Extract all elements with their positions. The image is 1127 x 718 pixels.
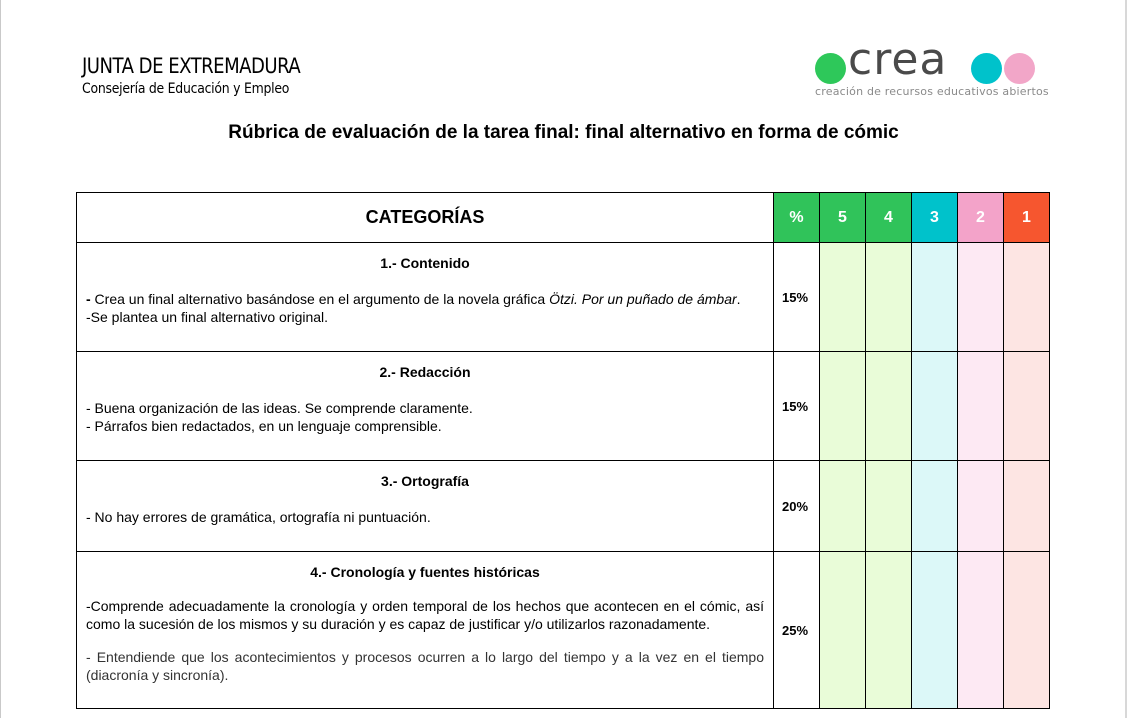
weight-cell: 25% [774, 552, 820, 709]
criterion-description [86, 290, 764, 308]
score-5-cell[interactable] [820, 352, 866, 461]
criterion-paragraph: - Entendiende que los acontecimientos y procesos ocurren a lo largo del tiempo y a la vez en el tiempo (diacronía y sincronía). [86, 649, 764, 683]
table-row [77, 352, 1050, 461]
score-4-cell[interactable] [866, 461, 912, 552]
criterion-description-line: -Se plantea un final alternativo original. [86, 309, 329, 325]
score-2-header: 2 [958, 193, 1004, 243]
criterion-content [77, 352, 774, 461]
score-1-cell[interactable] [1004, 552, 1050, 709]
score-5-cell[interactable] [820, 243, 866, 352]
criterion-description-line: - Párrafos bien redactados, en un lenguaje comprensible. [86, 418, 442, 434]
document-title: Rúbrica de evaluación de la tarea final: final alternativo en forma de cómic [228, 122, 899, 143]
score-3-cell[interactable] [912, 552, 958, 709]
score-1-cell[interactable] [1004, 461, 1050, 552]
score-2-cell[interactable] [958, 352, 1004, 461]
crea-logo-green-dot [815, 53, 846, 84]
score-3-cell[interactable] [912, 352, 958, 461]
score-4-cell[interactable] [866, 552, 912, 709]
crea-logo-word: crea [848, 34, 948, 85]
score-1-cell[interactable] [1004, 243, 1050, 352]
score-1-header: 1 [1004, 193, 1050, 243]
criterion-title: 2.- Redacción [379, 364, 471, 380]
score-3-cell[interactable] [912, 243, 958, 352]
rubric-header-row [77, 193, 1050, 243]
criterion-content [77, 552, 774, 709]
score-2-cell[interactable] [958, 552, 1004, 709]
table-row [77, 243, 1050, 352]
criterion-content [77, 243, 774, 352]
table-row [77, 461, 1050, 552]
criterion-title: 3.- Ortografía [381, 473, 469, 489]
score-4-cell[interactable] [866, 243, 912, 352]
weight-cell: 15% [774, 352, 820, 461]
criterion-description-line: - No hay errores de gramática, ortografía ni puntuación. [86, 509, 431, 525]
score-4-cell[interactable] [866, 352, 912, 461]
junta-extremadura-logo [82, 53, 336, 97]
crea-logo-cyan-dot [971, 53, 1002, 84]
score-4-header: 4 [866, 193, 912, 243]
score-5-cell[interactable] [820, 461, 866, 552]
percent-header: % [774, 193, 820, 243]
rubric-table [76, 192, 1050, 709]
novel-title: Ötzi. Por un puñado de ámbar [549, 291, 737, 307]
score-3-header: 3 [912, 193, 958, 243]
criterion-title: 4.- Cronología y fuentes históricas [310, 564, 540, 580]
weight-cell: 15% [774, 243, 820, 352]
criterion-description-line: - Buena organización de las ideas. Se comprende claramente. [86, 400, 473, 416]
criterion-title: 1.- Contenido [380, 255, 470, 271]
score-5-cell[interactable] [820, 552, 866, 709]
criterion-content [77, 461, 774, 552]
crea-logo-pink-dot [1004, 53, 1035, 84]
description-text: Crea un final alternativo basándose en el argumento de la novela gráfica [90, 291, 550, 307]
bullet-dash: - [86, 291, 91, 307]
categories-header: CATEGORÍAS [77, 193, 774, 243]
institution-name: JUNTA DE EXTREMADURA [82, 54, 301, 78]
weight-cell: 20% [774, 461, 820, 552]
score-5-header: 5 [820, 193, 866, 243]
score-2-cell[interactable] [958, 243, 1004, 352]
institution-department: Consejería de Educación y Empleo [82, 81, 290, 97]
score-1-cell[interactable] [1004, 352, 1050, 461]
page-edge-left [0, 0, 1, 718]
table-row [77, 552, 1050, 709]
score-3-cell[interactable] [912, 461, 958, 552]
criterion-paragraph: -Comprende adecuadamente la cronología y orden temporal de los hechos que acontecen en el cómic, así como la sucesión de los mismos y su duración y es capaz de justificar y/o utilizarlos razonadamente. [86, 598, 764, 632]
score-2-cell[interactable] [958, 461, 1004, 552]
crea-logo-tagline: creación de recursos educativos abiertos [815, 85, 1049, 98]
description-period: . [736, 291, 741, 307]
